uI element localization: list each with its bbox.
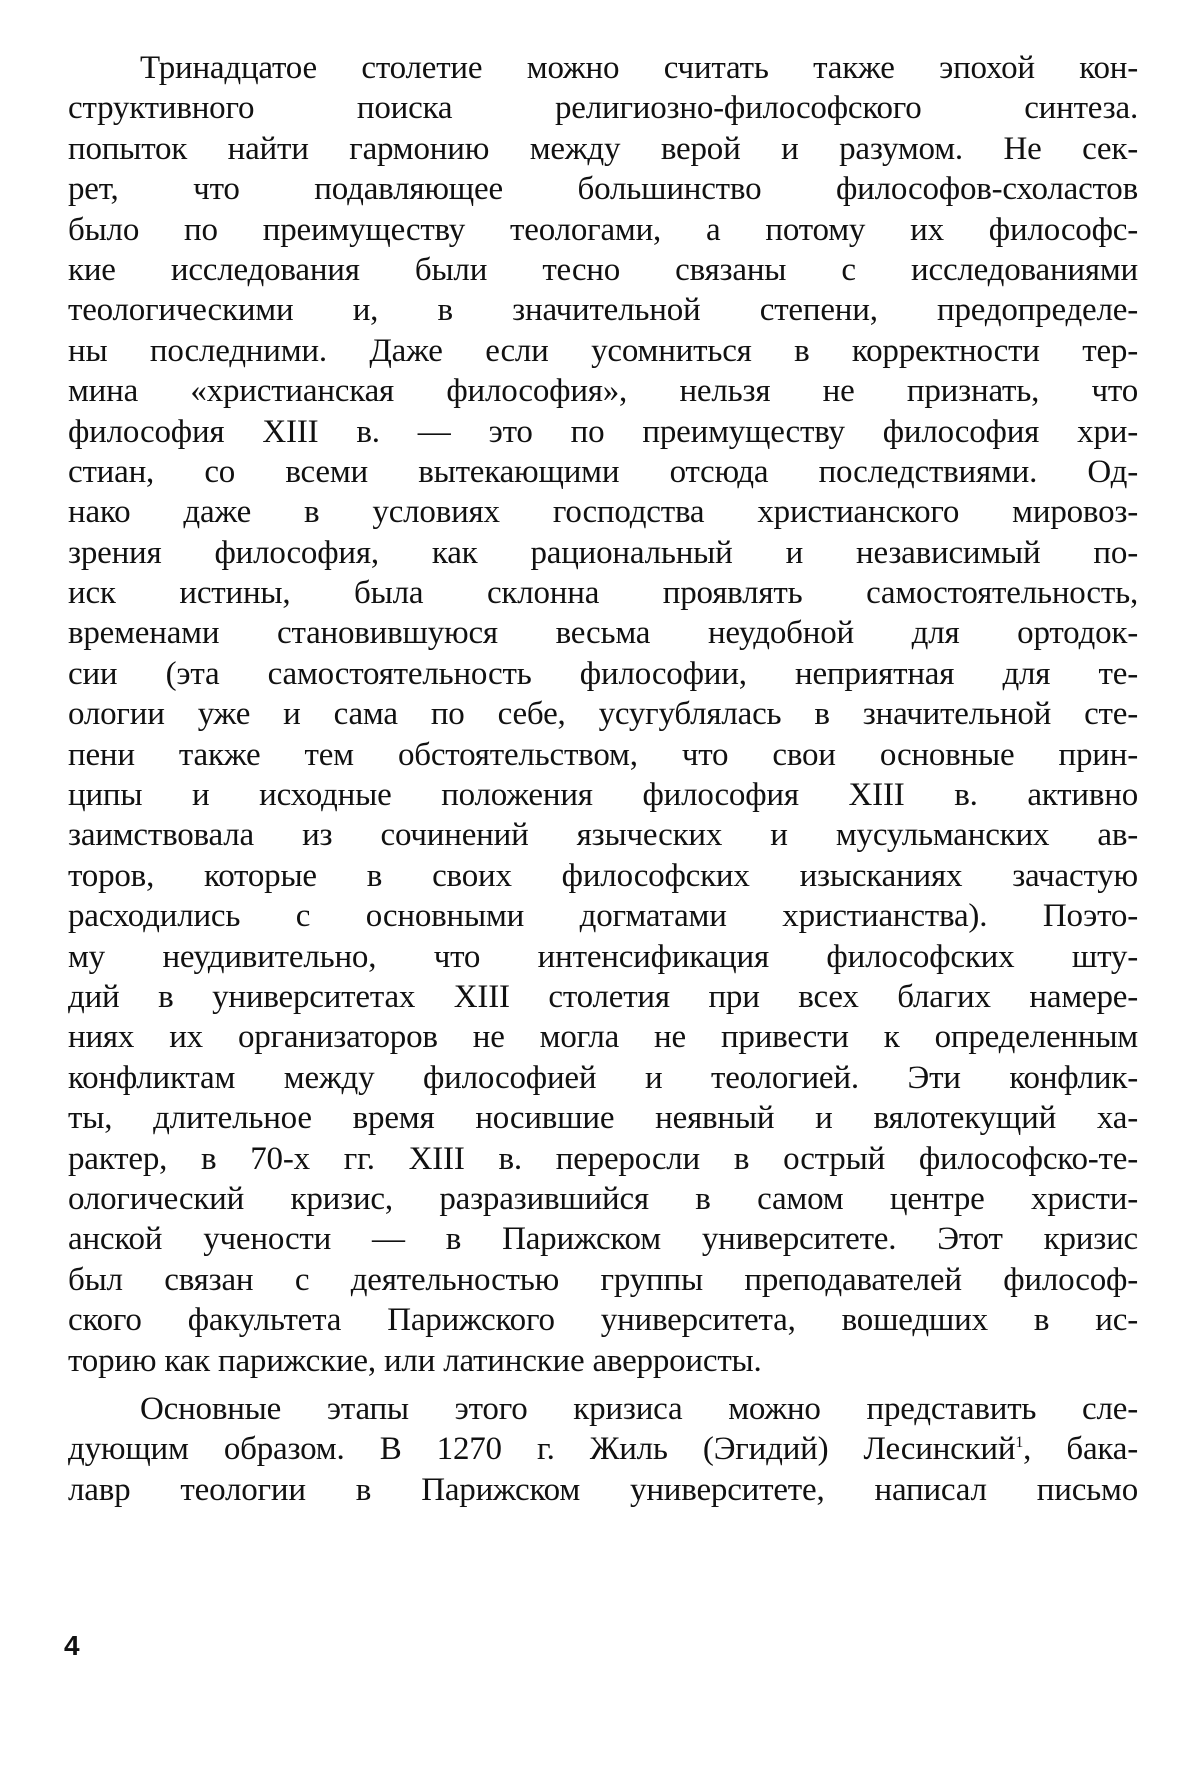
text-line-part: дующим образом. В 1270 г. Жиль (Эгидий) Лесинский: [68, 1431, 1016, 1468]
text-line: торию как парижские, или латинские аверроисты.: [68, 1342, 762, 1379]
text-line: было по преимуществу теологами, а потому их философс-: [68, 211, 1138, 248]
paragraph-1: [68, 48, 1138, 1381]
text-line: Тринадцатое столетие можно считать также эпохой кон-: [140, 50, 1138, 86]
paragraph-2: [68, 1389, 1138, 1510]
text-line: торов, которые в своих философских изысканиях зачастую: [68, 857, 1138, 894]
text-line: нако даже в условиях господства христианского мировоз-: [68, 494, 1138, 531]
text-line: ологический кризис, разразившийся в самом центре христи-: [68, 1180, 1138, 1217]
text-line: лавр теологии в Парижском университете, написал письмо: [68, 1471, 1138, 1508]
text-line: стиан, со всеми вытекающими отсюда последствиями. Од-: [68, 453, 1138, 490]
footnote-reference[interactable]: 1: [1015, 1434, 1024, 1452]
text-line: мина «христианская философия», нельзя не признать, что: [68, 373, 1138, 410]
text-line: ципы и исходные положения философия XIII в. активно: [68, 777, 1138, 814]
page-number: 4: [64, 1630, 80, 1661]
text-line: ологии уже и сама по себе, усугублялась в значительной сте-: [68, 696, 1138, 733]
text-line: структивного поиска религиозно-философского синтеза.: [68, 90, 1138, 127]
text-line-part: , бака-: [1023, 1431, 1138, 1468]
text-line: расходились с основными догматами христианства). Поэто-: [68, 898, 1138, 935]
text-line: ниях их организаторов не могла не привести к определенным: [68, 1019, 1138, 1056]
text-line: заимствовала из сочинений языческих и мусульманских ав-: [68, 817, 1138, 854]
text-line-with-footnote: [68, 1429, 1138, 1469]
text-line: иск истины, была склонна проявлять самостоятельность,: [68, 575, 1138, 612]
text-line: ского факультета Парижского университета, вошедших в ис-: [68, 1302, 1138, 1339]
text-line: зрения философия, как рациональный и независимый по-: [68, 534, 1138, 571]
text-line: сии (эта самостоятельность философии, неприятная для те-: [68, 655, 1138, 692]
text-line: ты, длительное время носившие неявный и вялотекущий ха-: [68, 1100, 1138, 1137]
text-line: попыток найти гармонию между верой и разумом. Не сек-: [68, 130, 1138, 167]
text-line: рактер, в 70-х гг. XIII в. переросли в острый философско-те-: [68, 1140, 1138, 1177]
text-line: был связан с деятельностью группы преподавателей философ-: [68, 1261, 1138, 1298]
text-line: кие исследования были тесно связаны с исследованиями: [68, 251, 1138, 288]
text-line: философия XIII в. — это по преимуществу философия хри-: [68, 413, 1138, 450]
text-line: ны последними. Даже если усомниться в корректности тер-: [68, 332, 1138, 369]
text-line: му неудивительно, что интенсификация философских шту-: [68, 938, 1138, 975]
text-line: теологическими и, в значительной степени, предопределе-: [68, 292, 1138, 329]
page-text: [68, 48, 1138, 1510]
text-line: конфликтам между философией и теологией. Эти конфлик-: [68, 1059, 1138, 1096]
text-line: Основные этапы этого кризиса можно представить сле-: [140, 1390, 1138, 1427]
text-line: рет, что подавляющее большинство философов-схоластов: [68, 171, 1138, 208]
text-line: анской учености — в Парижском университете. Этот кризис: [68, 1221, 1138, 1258]
text-line: пени также тем обстоятельством, что свои основные прин-: [68, 736, 1138, 773]
text-line: дий в университетах XIII столетия при всех благих намере-: [68, 978, 1138, 1015]
text-line: временами становившуюся весьма неудобной для ортодок-: [68, 615, 1138, 652]
